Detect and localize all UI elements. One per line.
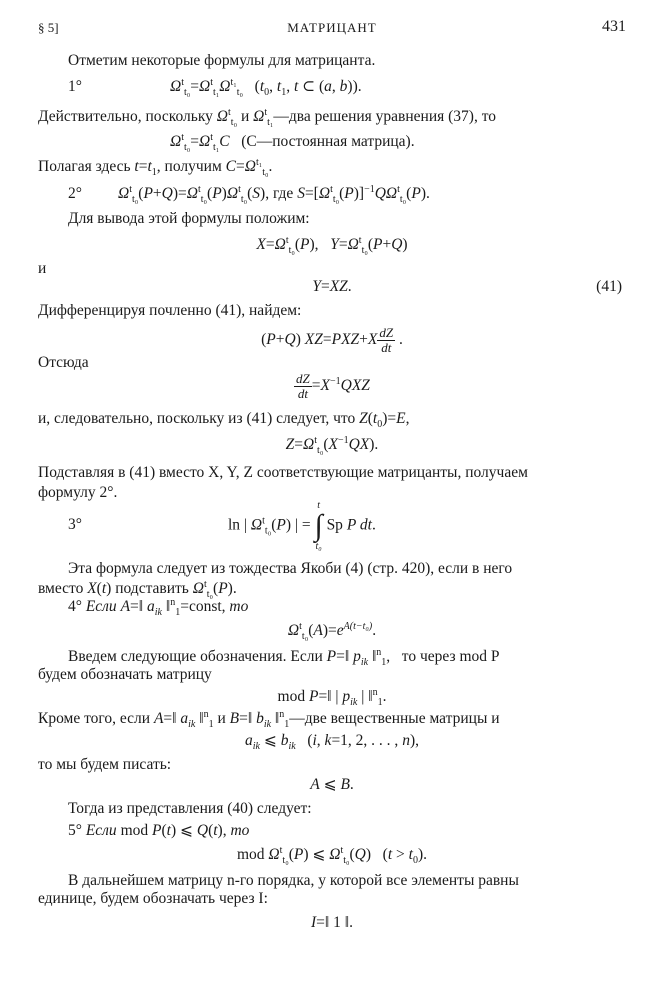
formula-line: $a_{ik}$ ⩽ $b_{ik}$ (i, k=1, 2, . . . , n), xyxy=(245,732,419,753)
text-line: Для вывода этой формулы положим: xyxy=(68,210,310,227)
formula-line: A ⩽ B. xyxy=(310,776,354,793)
page-number: 431 xyxy=(602,18,626,35)
text-line: Эта формула следует из тождества Якоби (4) (стр. 420), если в него xyxy=(68,560,513,577)
text-line: формулу 2°. xyxy=(38,484,118,501)
text-line: В дальнейшем матрицу n-го порядка, у которой все элементы равны xyxy=(68,872,519,889)
text-line: Введем следующие обозначения. Если P=‖ $p_{ik}$ ‖$^n_1$, то через mod P xyxy=(68,646,500,669)
formula-line: $X=\Omega^t_{t_0}(P)$, $Y=\Omega^t_{t_0}(P+Q)$ xyxy=(256,234,408,257)
item-5: 5° Если mod P(t) ⩽ Q(t), то xyxy=(68,822,250,839)
text-line: вместо X(t) подставить $\Omega^t_{t_0}(P)$. xyxy=(38,578,237,601)
section-mark: § 5] xyxy=(38,20,59,35)
text-line: Полагая здесь $t=t_1$, получим $C=\Omega^{t_1}_{t_0}$. xyxy=(38,156,273,179)
text-line: и, следовательно, поскольку из (41) следует, что $Z(t_0)=E$, xyxy=(38,410,410,431)
item-4: 4° Если A=‖ $a_{ik}$ ‖$^n_1$=const, то xyxy=(68,596,249,619)
formula-line: mod P=‖ | $p_{ik}$ | ‖$^n_1$. xyxy=(277,686,387,709)
formula-line: (P+Q) XZ=PXZ+X $\frac{dZ}{dt}$ . xyxy=(261,325,403,355)
running-title: МАТРИЦАНТ xyxy=(287,20,377,35)
formula-line: Y=XZ. xyxy=(312,278,352,295)
formula-line: $\Omega^t_{t_0}=\Omega^t_{t_1}C$ (C—постоянная матрица). xyxy=(170,131,415,154)
text-line: Отметим некоторые формулы для матрицанта. xyxy=(68,52,376,69)
formula-line: $Z=\Omega^t_{t_0}(X^{-1}QX)$. xyxy=(285,434,379,457)
formula-line: I=‖ 1 ‖. xyxy=(311,914,353,931)
text-line: единице, будем обозначать через I: xyxy=(38,890,268,907)
text-line: и xyxy=(38,260,47,277)
page-header xyxy=(38,18,626,40)
text-line: Отсюда xyxy=(38,354,89,371)
text-line: будем обозначать матрицу xyxy=(38,666,212,683)
formula-3: ln | $\Omega^t_{t_0}(P)$ | = t ∫ t₀ Sp P dt. xyxy=(228,500,376,552)
formula-1: $\Omega^t_{t_0}=\Omega^t_{t_1}\Omega^{t_1}_{t_0}$ ($t_0$, $t_1$, t ⊂ (a, b)). xyxy=(170,76,362,99)
item-number: 3° xyxy=(68,516,82,533)
text-line: то мы будем писать: xyxy=(38,756,172,773)
item-number: 1° xyxy=(68,78,82,95)
formula-2: $\Omega^t_{t_0}(P+Q)=\Omega^t_{t_0}(P)\Omega^t_{t_0}(S)$, где $S=[\Omega^t_{t_0}(P)]^{-1}Q\Omega^t_{t_0}(P)$. xyxy=(118,183,430,206)
text-line: Действительно, поскольку $\Omega^t_{t_0}$ и $\Omega^t_{t_1}—два$ решения уравнения (37), то xyxy=(38,106,497,129)
text-line: Дифференцируя почленно (41), найдем: xyxy=(38,302,302,319)
item-number: 2° xyxy=(68,185,82,202)
equation-number: (41) xyxy=(596,278,622,295)
formula-line: mod $\Omega^t_{t_0}(P)$ ⩽ $\Omega^t_{t_0}(Q) (t > t_0)$. xyxy=(236,844,427,867)
text-line: Тогда из представления (40) следует: xyxy=(68,800,312,817)
text-line: Кроме того, если A=‖ $a_{ik}$ ‖$^n_1$ и B=‖ $b_{ik}$ ‖$^n_1$—две вещественные матрицы и xyxy=(38,708,500,731)
formula-line: $\frac{dZ}{dt}$ $=X^{-1}QXZ$ xyxy=(296,371,370,401)
text-line: Подставляя в (41) вместо X, Y, Z соответствующие матрицанты, получаем xyxy=(38,464,528,481)
formula-line: $\Omega^t_{t_0}(A)=e^{A(t-t_0)}$. xyxy=(287,620,377,643)
